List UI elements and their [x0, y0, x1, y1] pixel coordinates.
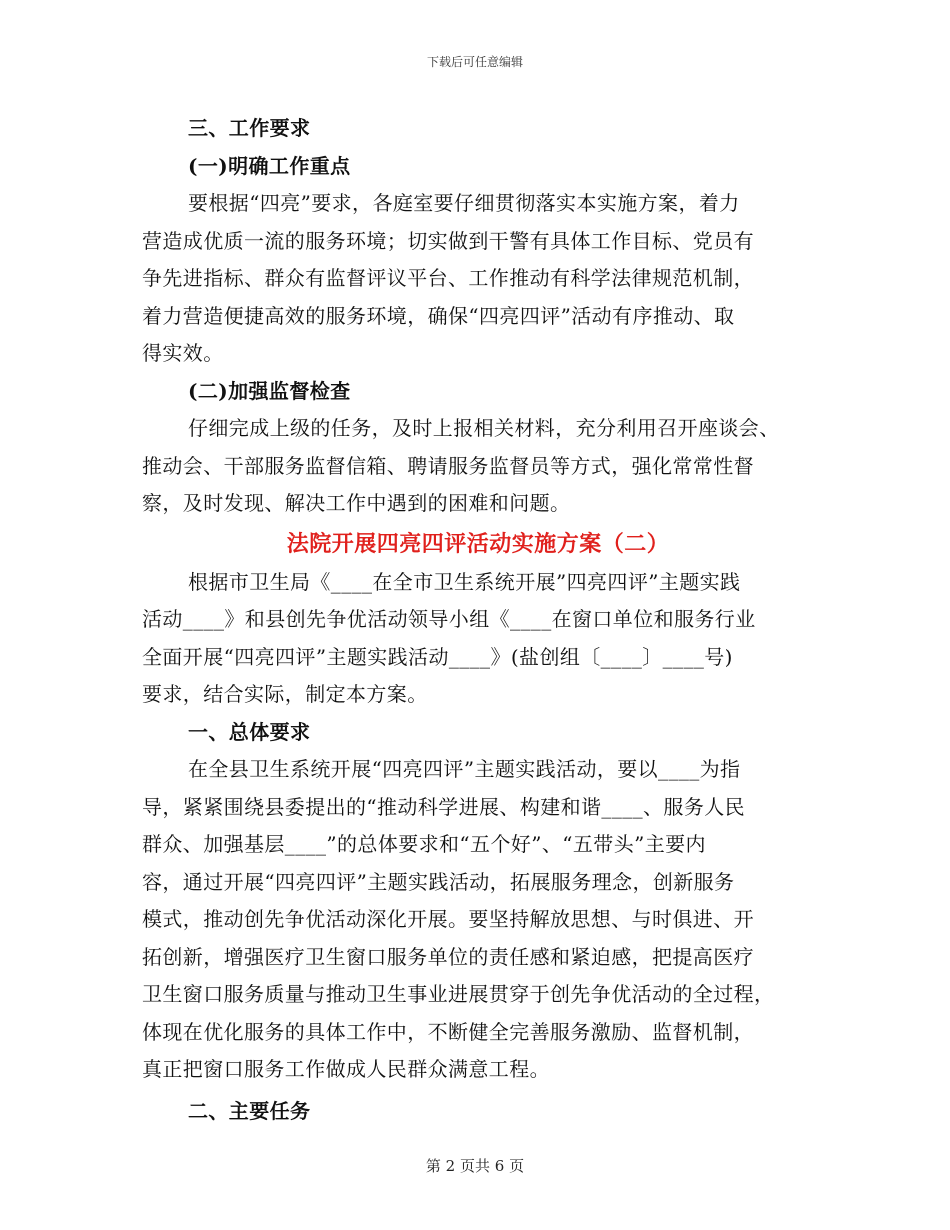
document-body: [142, 108, 814, 1130]
paragraph-line: 活动____》和县创先争优活动领导小组《____在窗口单位和服务行业: [142, 607, 756, 631]
subheading-clarify-focus: (一)明确工作重点: [188, 153, 351, 178]
subheading-strengthen-supervision: (二)加强监督检查: [188, 378, 351, 403]
paragraph-line: 营造成优质一流的服务环境；切实做到干警有具体工作目标、党员有: [142, 228, 754, 253]
section-heading-overall-requirements: 一、总体要求: [188, 719, 311, 744]
paragraph-line: 群众、加强基层____”的总体要求和“五个好”、“五带头”主要内: [142, 832, 706, 856]
page-header-note: 下载后可任意编辑: [426, 55, 523, 69]
paragraph-line: 模式，推动创先争优活动深化开展。要坚持解放思想、与时俱进、开: [142, 907, 754, 931]
paragraph-line: 容，通过开展“四亮四评”主题实践活动，拓展服务理念，创新服务: [142, 869, 735, 894]
paragraph-line: 体现在优化服务的具体工作中，不断健全完善服务激励、监督机制，: [142, 1019, 754, 1044]
paragraph-line: 要求，结合实际，制定本方案。: [142, 682, 428, 706]
section-heading-main-tasks: 二、主要任务: [188, 1098, 311, 1123]
paragraph-line: 着力营造便捷高效的服务环境，确保“四亮四评”活动有序推动、取: [142, 303, 735, 328]
paragraph-line: 要根据“四亮”要求，各庭室要仔细贯彻落实本实施方案，着力: [188, 191, 740, 215]
paragraph-line: 全面开展“四亮四评”主题实践活动____》(盐创组〔____〕____号): [142, 644, 733, 669]
section-heading-work-requirements: 三、工作要求: [188, 116, 311, 140]
paragraph-line: 察，及时发现、解决工作中遇到的困难和问题。: [142, 491, 571, 515]
paragraph-line: 卫生窗口服务质量与推动卫生事业进展贯穿于创先争优活动的全过程，: [142, 982, 775, 1006]
paragraph-line: 导，紧紧围绕县委提出的“推动科学进展、构建和谐____、服务人民: [142, 794, 746, 819]
page-number-footer: 第 2 页共 6 页: [425, 1157, 525, 1175]
document-title: 法院开展四亮四评活动实施方案（二）: [286, 530, 670, 557]
paragraph-line: 在全县卫生系统开展“四亮四评”主题实践活动，要以____为指: [188, 757, 741, 781]
paragraph-line: 真正把窗口服务工作做成人民群众满意工程。: [142, 1057, 550, 1081]
paragraph-line: 争先进指标、群众有监督评议平台、工作推动有科学法律规范机制，: [142, 266, 754, 290]
paragraph-line: 得实效。: [142, 341, 224, 365]
paragraph-line: 仔细完成上级的任务，及时上报相关材料，充分利用召开座谈会、: [188, 416, 780, 440]
paragraph-line: 推动会、干部服务监督信箱、聘请服务监督员等方式，强化常常性督: [142, 453, 754, 478]
paragraph-line: 根据市卫生局《____在全市卫生系统开展”四亮四评”主题实践: [188, 569, 741, 594]
paragraph-line: 拓创新，增强医疗卫生窗口服务单位的责任感和紧迫感，把提高医疗: [142, 944, 754, 969]
